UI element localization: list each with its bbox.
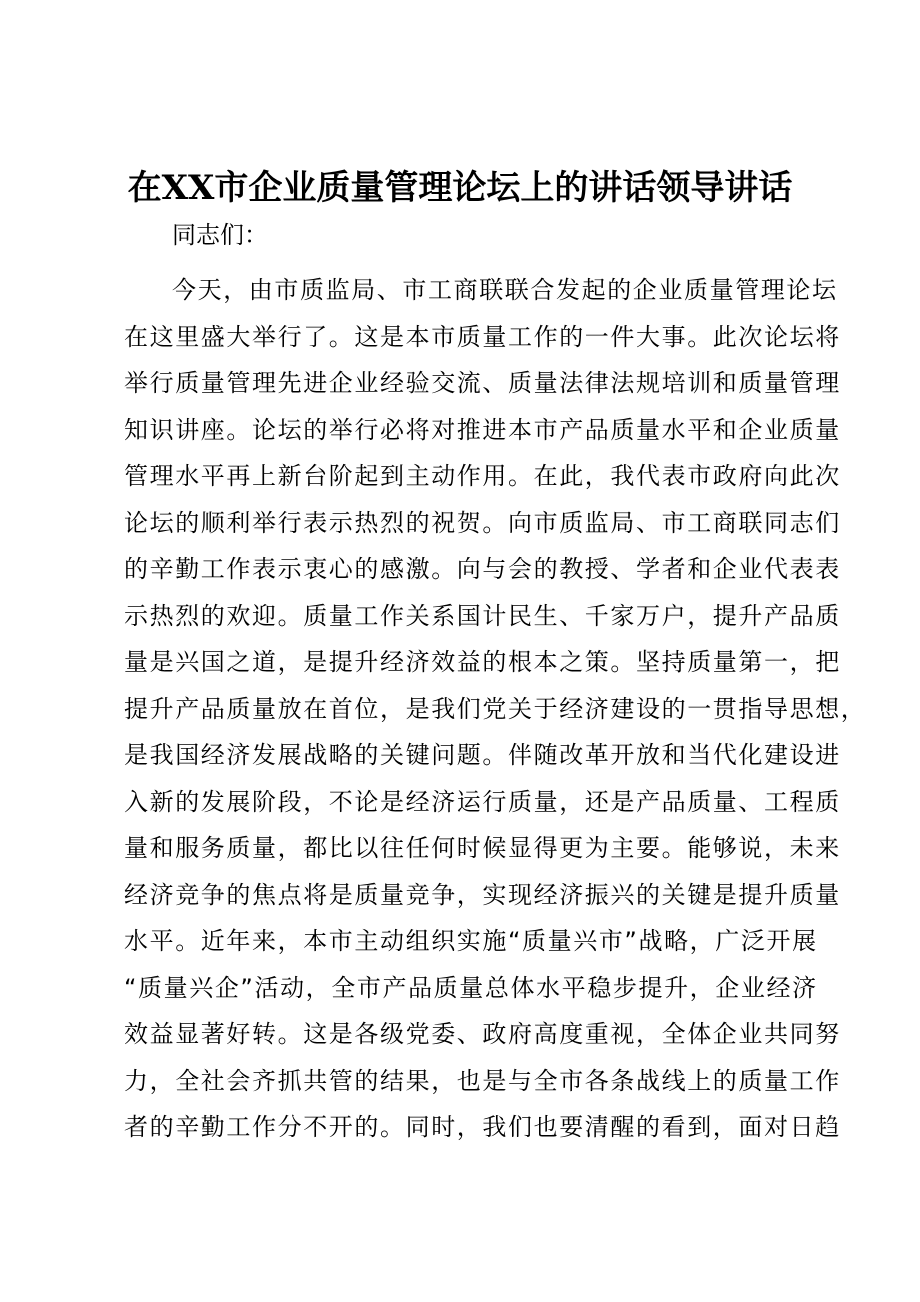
body-line: 在这里盛大举行了。这是本市质量工作的一件大事。此次论坛将: [124, 322, 841, 351]
body-line: “质量兴企”活动，全市产品质量总体水平稳步提升，企业经济: [124, 973, 818, 1002]
document-title: 在XX市企业质量管理论坛上的讲话领导讲话: [127, 168, 793, 208]
body-line: 者的辛勤工作分不开的。同时，我们也要清醒的看到，面对日趋: [124, 1113, 841, 1141]
body-line: 示热烈的欢迎。质量工作关系国计民生、千家万户，提升产品质: [124, 601, 841, 630]
body-line: 提升产品质量放在首位，是我们党关于经济建设的一贯指导思想，: [124, 694, 867, 723]
body-line: 水平。近年来，本市主动组织实施“质量兴市”战略，广泛开展: [124, 927, 818, 955]
body-line: 知识讲座。论坛的举行必将对推进本市产品质量水平和企业质量: [124, 415, 841, 444]
body-line: 量和服务质量，都比以往任何时候显得更为主要。能够说，未来: [124, 834, 841, 862]
body-line: 入新的发展阶段，不论是经济运行质量，还是产品质量、工程质: [124, 787, 841, 816]
body-line: 量是兴国之道，是提升经济效益的根本之策。坚持质量第一，把: [124, 648, 841, 676]
body-line: 今天，由市质监局、市工商联联合发起的企业质量管理论坛: [172, 276, 838, 304]
body-line: 力，全社会齐抓共管的结果，也是与全市各条战线上的质量工作: [124, 1066, 841, 1095]
body-line: 管理水平再上新台阶起到主动作用。在此，我代表市政府向此次: [124, 462, 841, 490]
body-line: 的辛勤工作表示衷心的感激。向与会的教授、学者和企业代表表: [124, 555, 841, 583]
body-line: 举行质量管理先进企业经验交流、质量法律法规培训和质量管理: [124, 369, 841, 397]
body-line: 是我国经济发展战略的关键问题。伴随改革开放和当代化建设进: [124, 741, 841, 769]
body-line: 效益显著好转。这是各级党委、政府高度重视，全体企业共同努: [124, 1020, 841, 1048]
body-line: 论坛的顺利举行表示热烈的祝贺。向市质监局、市工商联同志们: [124, 508, 841, 537]
salutation: 同志们：: [172, 221, 268, 249]
body-line: 经济竞争的焦点将是质量竞争，实现经济振兴的关键是提升质量: [124, 880, 841, 909]
body-paragraph: [124, 267, 867, 1151]
